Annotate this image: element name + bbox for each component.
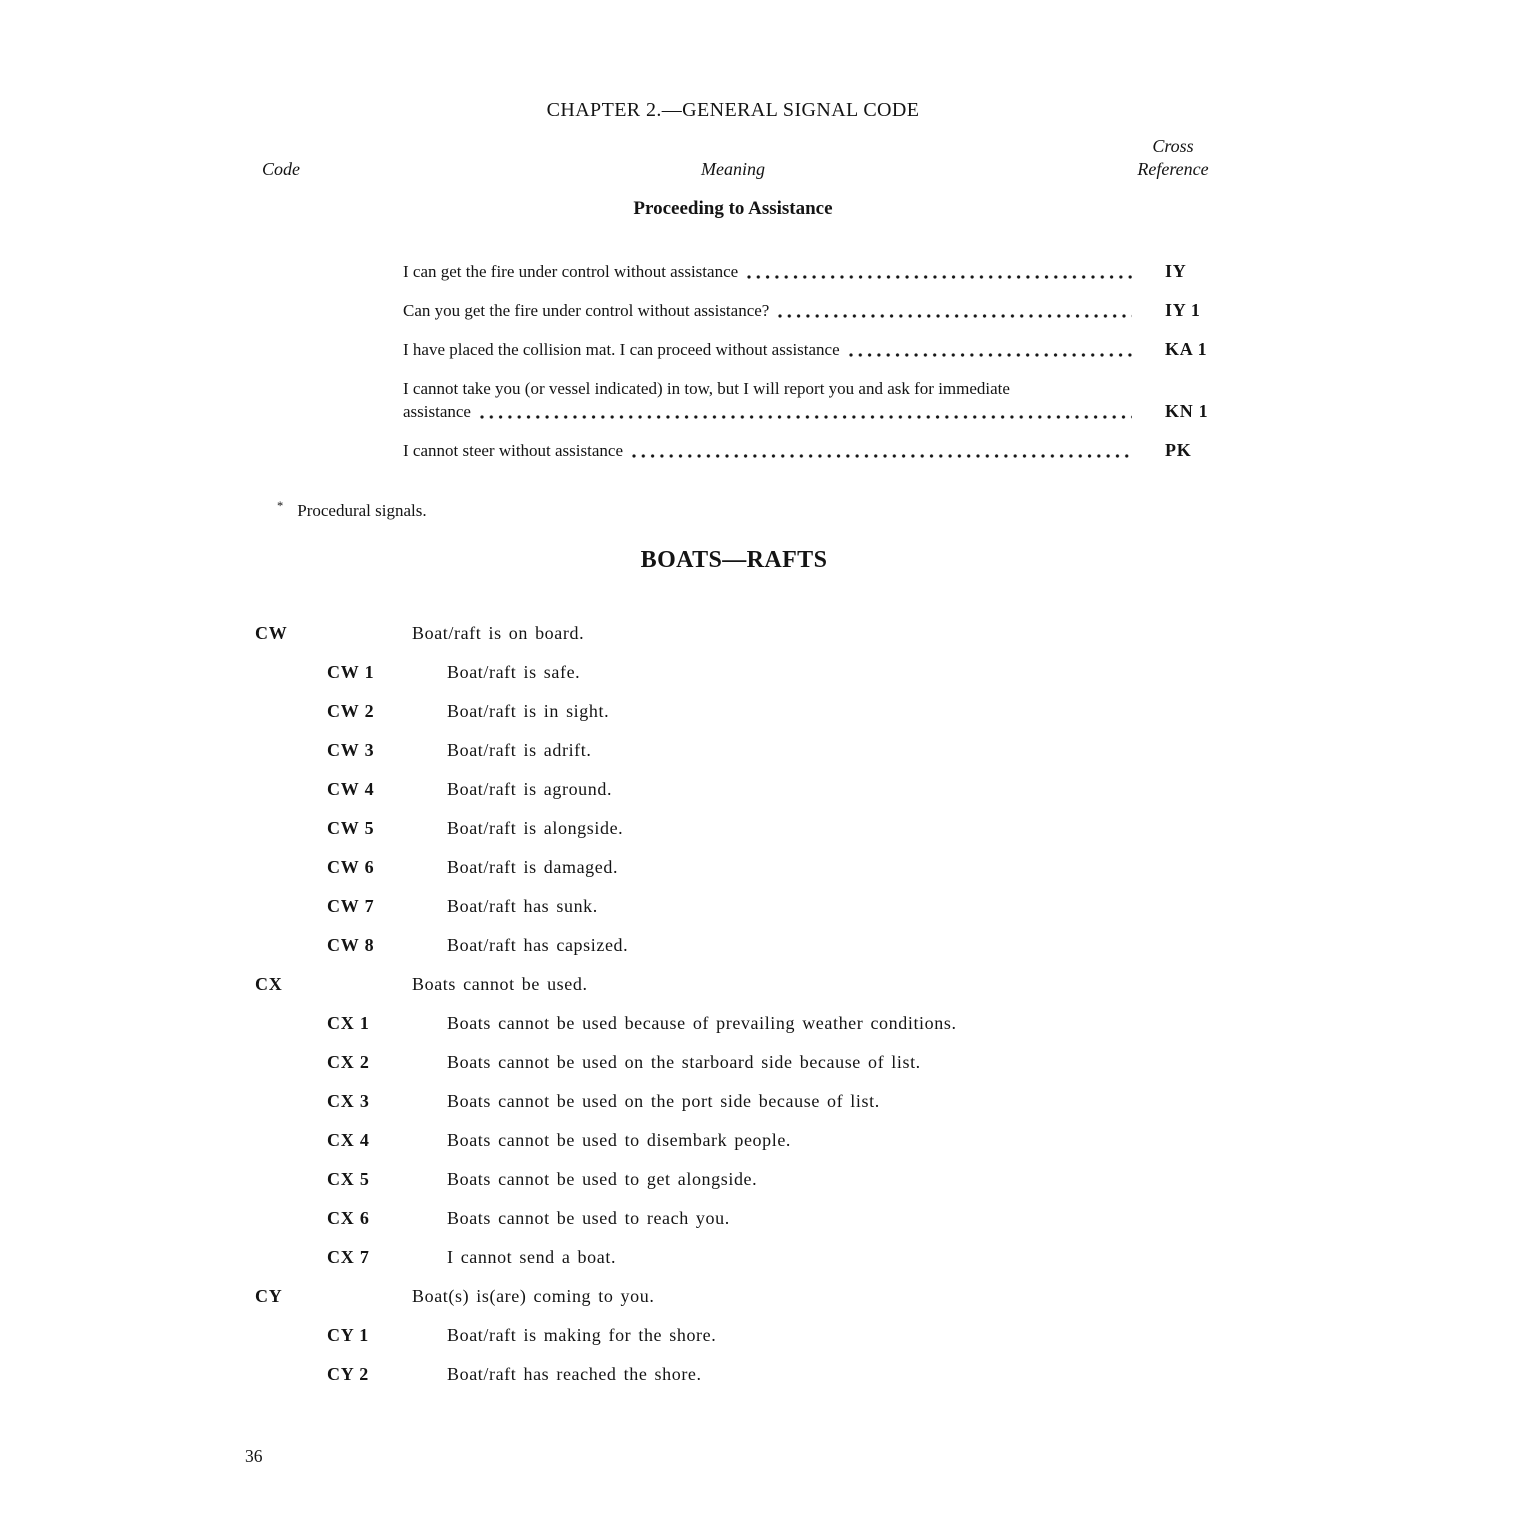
meaning-cell: Boats cannot be used. xyxy=(412,974,588,994)
dotted-leader xyxy=(478,400,1132,423)
table-row xyxy=(255,887,1285,926)
entry-line xyxy=(403,338,1210,361)
entry-meaning-text: I have placed the collision mat. I can proceed without assistance xyxy=(403,340,840,359)
meaning-cell: Boat/raft has sunk. xyxy=(447,896,598,916)
entry-meaning-text: I can get the fire under control without assistance xyxy=(403,262,739,281)
table-row xyxy=(255,1238,1285,1277)
list-item xyxy=(403,299,1210,322)
column-header-cross-reference xyxy=(1123,135,1223,181)
code-cell: CW 8 xyxy=(327,935,375,955)
meaning-cell: Boat/raft has capsized. xyxy=(447,935,629,955)
meaning-cell: Boats cannot be used on the starboard side because of list. xyxy=(447,1052,921,1072)
table-row xyxy=(255,1082,1285,1121)
meaning-cell: Boat(s) is(are) coming to you. xyxy=(412,1286,655,1306)
meaning-cell: Boat/raft is damaged. xyxy=(447,857,619,877)
table-row xyxy=(255,926,1285,965)
footnote-asterisk-marker: * xyxy=(277,499,284,513)
code-cell: CW 6 xyxy=(327,857,375,877)
meaning-cell: Boat/raft is on board. xyxy=(412,623,585,643)
assistance-entries-list xyxy=(403,260,1210,478)
table-row xyxy=(255,1121,1285,1160)
entry-meaning-text: Can you get the fire under control without assistance? xyxy=(403,301,770,320)
section-heading-proceeding-to-assistance: Proceeding to Assistance xyxy=(633,198,833,219)
table-row xyxy=(255,731,1285,770)
code-cell: CX 3 xyxy=(327,1091,370,1111)
column-header-code: Code xyxy=(262,159,300,179)
entry-line xyxy=(403,439,1210,462)
section-heading-boats-rafts: BOATS—RAFTS xyxy=(640,547,828,573)
code-cell: CX 6 xyxy=(327,1208,370,1228)
table-row xyxy=(255,1277,1285,1316)
code-cell: CW 1 xyxy=(327,662,375,682)
dotted-leader xyxy=(776,299,1132,322)
code-cell: CX 4 xyxy=(327,1130,370,1150)
cross-reference-code: IY 1 xyxy=(1165,300,1201,320)
meaning-cell: Boat/raft is alongside. xyxy=(447,818,624,838)
meaning-cell: Boats cannot be used to reach you. xyxy=(447,1208,730,1228)
meaning-cell: Boats cannot be used on the port side because of list. xyxy=(447,1091,880,1111)
meaning-cell: Boat/raft is safe. xyxy=(447,662,581,682)
code-cell: CX 7 xyxy=(327,1247,370,1267)
meaning-cell: Boats cannot be used to disembark people. xyxy=(447,1130,792,1150)
meaning-cell: Boat/raft is making for the shore. xyxy=(447,1325,717,1345)
page-number: 36 xyxy=(245,1446,263,1466)
meaning-cell: Boat/raft has reached the shore. xyxy=(447,1364,702,1384)
entry-line xyxy=(403,400,1210,423)
table-row xyxy=(255,614,1285,653)
table-row xyxy=(255,1004,1285,1043)
page-title: CHAPTER 2.—GENERAL SIGNAL CODE xyxy=(546,99,920,121)
code-cell: CW xyxy=(255,623,288,643)
entry-line xyxy=(403,299,1210,322)
list-item xyxy=(403,439,1210,462)
code-cell: CX 1 xyxy=(327,1013,370,1033)
entry-line xyxy=(403,260,1210,283)
dotted-leader xyxy=(745,260,1132,283)
column-header-meaning: Meaning xyxy=(701,159,765,179)
boats-table xyxy=(255,614,1285,1394)
cross-reference-code: PK xyxy=(1165,440,1192,460)
code-cell: CW 4 xyxy=(327,779,375,799)
cross-reference-code: KA 1 xyxy=(1165,339,1208,359)
meaning-cell: Boat/raft is in sight. xyxy=(447,701,610,721)
cross-header-line1: Cross xyxy=(1152,136,1194,156)
code-cell: CW 7 xyxy=(327,896,375,916)
dotted-leader xyxy=(847,338,1132,361)
table-row xyxy=(255,965,1285,1004)
code-cell: CW 3 xyxy=(327,740,375,760)
meaning-cell: Boat/raft is adrift. xyxy=(447,740,592,760)
code-cell: CY 2 xyxy=(327,1364,370,1384)
entry-wrapped-first-line: I cannot take you (or vessel indicated) in tow, but I will report you and ask for immediate xyxy=(403,379,1010,398)
code-cell: CY 1 xyxy=(327,1325,370,1345)
entry-meaning-text: assistance xyxy=(403,402,471,421)
code-cell: CW 2 xyxy=(327,701,375,721)
code-cell: CY xyxy=(255,1286,283,1306)
table-row xyxy=(255,1160,1285,1199)
list-item xyxy=(403,377,1210,423)
table-row xyxy=(255,1043,1285,1082)
table-row xyxy=(255,692,1285,731)
cross-reference-code: IY xyxy=(1165,261,1187,281)
code-cell: CX 5 xyxy=(327,1169,370,1189)
list-item xyxy=(403,260,1210,283)
table-row xyxy=(255,1355,1285,1394)
table-row xyxy=(255,653,1285,692)
footnote-text: Procedural signals. xyxy=(297,501,427,520)
meaning-cell: Boats cannot be used because of prevailing weather conditions. xyxy=(447,1013,957,1033)
entry-meaning-text: I cannot steer without assistance xyxy=(403,441,623,460)
footnote xyxy=(277,499,427,521)
code-cell: CW 5 xyxy=(327,818,375,838)
meaning-cell: Boats cannot be used to get alongside. xyxy=(447,1169,758,1189)
list-item xyxy=(403,338,1210,361)
table-row xyxy=(255,1316,1285,1355)
table-row xyxy=(255,770,1285,809)
code-cell: CX 2 xyxy=(327,1052,370,1072)
dotted-leader xyxy=(630,439,1132,462)
table-row xyxy=(255,848,1285,887)
code-cell: CX xyxy=(255,974,283,994)
table-row xyxy=(255,809,1285,848)
table-row xyxy=(255,1199,1285,1238)
meaning-cell: I cannot send a boat. xyxy=(447,1247,617,1267)
cross-reference-code: KN 1 xyxy=(1165,401,1209,421)
cross-header-line2: Reference xyxy=(1137,159,1209,179)
meaning-cell: Boat/raft is aground. xyxy=(447,779,613,799)
